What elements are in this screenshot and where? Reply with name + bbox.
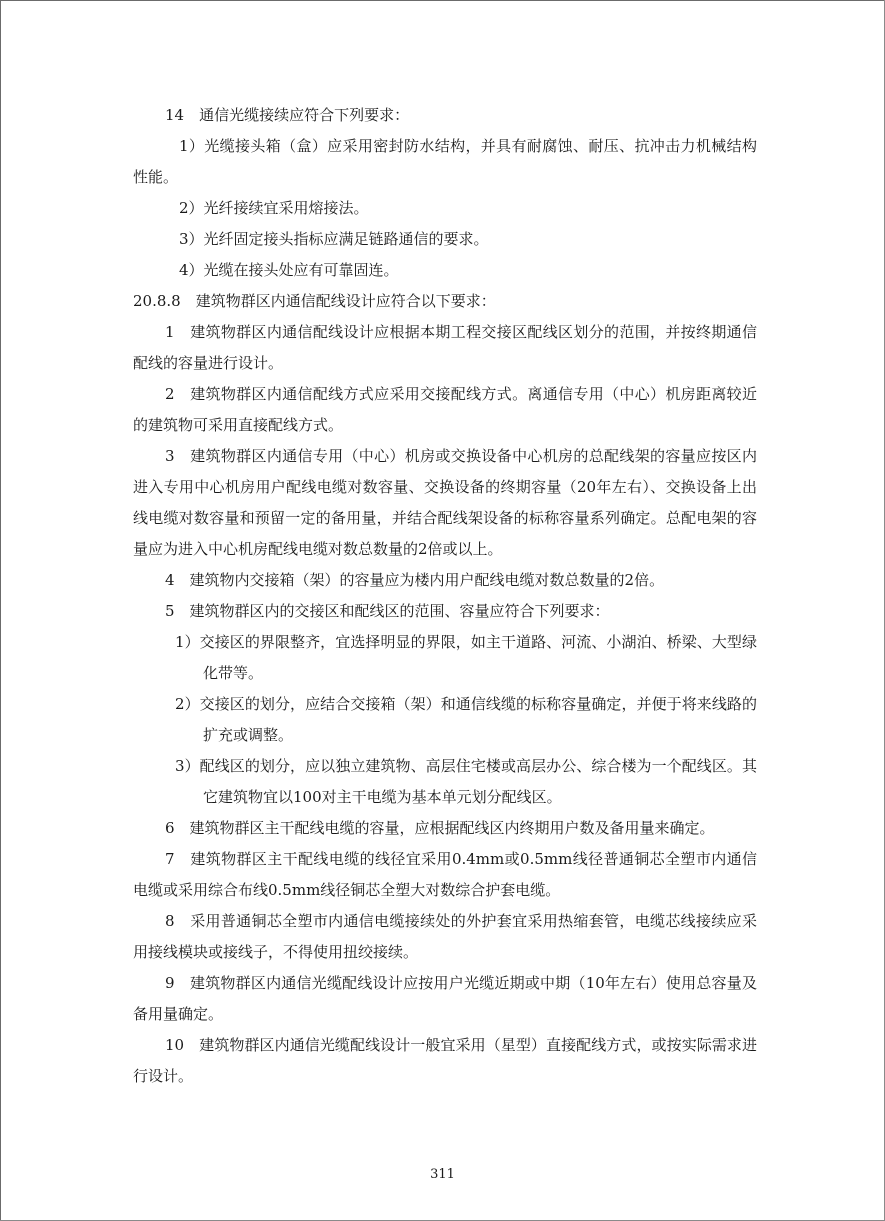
section-item-1: 1 建筑物群区内通信配线设计应根据本期工程交接区配线区划分的范围，并按终期通信配线的容量进行设计。 — [133, 323, 757, 372]
section-item-10: 10 建筑物群区内通信光缆配线设计一般宜采用（星型）直接配线方式，或按实际需求进行设计。 — [133, 1036, 757, 1085]
section-item-9: 9 建筑物群区内通信光缆配线设计应按用户光缆近期或中期（10年左右）使用总容量及备用量确定。 — [133, 974, 757, 1023]
section-item-5-sub-3: 3）配线区的划分，应以独立建筑物、高层住宅楼或高层办公、综合楼为一个配线区。其它建筑物宜以100对主干电缆为基本单元划分配线区。 — [175, 757, 757, 806]
section-item-8: 8 采用普通铜芯全塑市内通信电缆接续处的外护套宜采用热缩套管，电缆芯线接续应采用接线模块或接线子，不得使用扭绞接续。 — [133, 912, 757, 961]
clause-14: 14 通信光缆接续应符合下列要求： — [165, 106, 410, 124]
section-item-5: 5 建筑物群区内的交接区和配线区的范围、容量应符合下列要求： — [165, 602, 610, 620]
document-body — [133, 100, 757, 1092]
section-item-5-sub-1: 1）交接区的界限整齐，宜选择明显的界限，如主干道路、河流、小湖泊、桥梁、大型绿化带等。 — [175, 633, 757, 682]
clause-14-item-3: 3）光纤固定接头指标应满足链路通信的要求。 — [179, 230, 489, 248]
clause-14-item-1: 1）光缆接头箱（盒）应采用密封防水结构，并具有耐腐蚀、耐压、抗冲击力机械结构性能。 — [133, 137, 757, 186]
section-item-4: 4 建筑物内交接箱（架）的容量应为楼内用户配线电缆对数总数量的2倍。 — [165, 571, 665, 589]
section-item-2: 2 建筑物群区内通信配线方式应采用交接配线方式。离通信专用（中心）机房距离较近的建筑物可采用直接配线方式。 — [133, 385, 757, 434]
page-number: 311 — [430, 1167, 455, 1182]
page-border-top — [0, 0, 885, 1]
section-item-3: 3 建筑物群区内通信专用（中心）机房或交换设备中心机房的总配线架的容量应按区内进入专用中心机房用户配线电缆对数容量、交换设备的终期容量（20年左右）、交换设备上出线电缆对数容量和预留一定的备用量，并结合配线架设备的标称容量系列确定。总配电架的容量应为进入中心机房配线电缆对数总数量的2倍或以上。 — [133, 447, 757, 558]
section-20-8-8-heading: 20.8.8 建筑物群区内通信配线设计应符合以下要求： — [133, 292, 496, 310]
section-item-5-sub-2: 2）交接区的划分，应结合交接箱（架）和通信线缆的标称容量确定，并便于将来线路的扩充或调整。 — [175, 695, 757, 744]
clause-14-item-4: 4）光缆在接头处应有可靠固连。 — [179, 261, 399, 279]
page-border-left — [0, 0, 1, 1221]
section-item-7: 7 建筑物群区主干配线电缆的线径宜采用0.4mm或0.5mm线径普通铜芯全塑市内通信电缆或采用综合布线0.5mm线径铜芯全塑大对数综合护套电缆。 — [133, 850, 757, 899]
section-item-6: 6 建筑物群区主干配线电缆的容量，应根据配线区内终期用户数及备用量来确定。 — [165, 819, 715, 837]
clause-14-item-2: 2）光纤接续宜采用熔接法。 — [179, 199, 369, 217]
